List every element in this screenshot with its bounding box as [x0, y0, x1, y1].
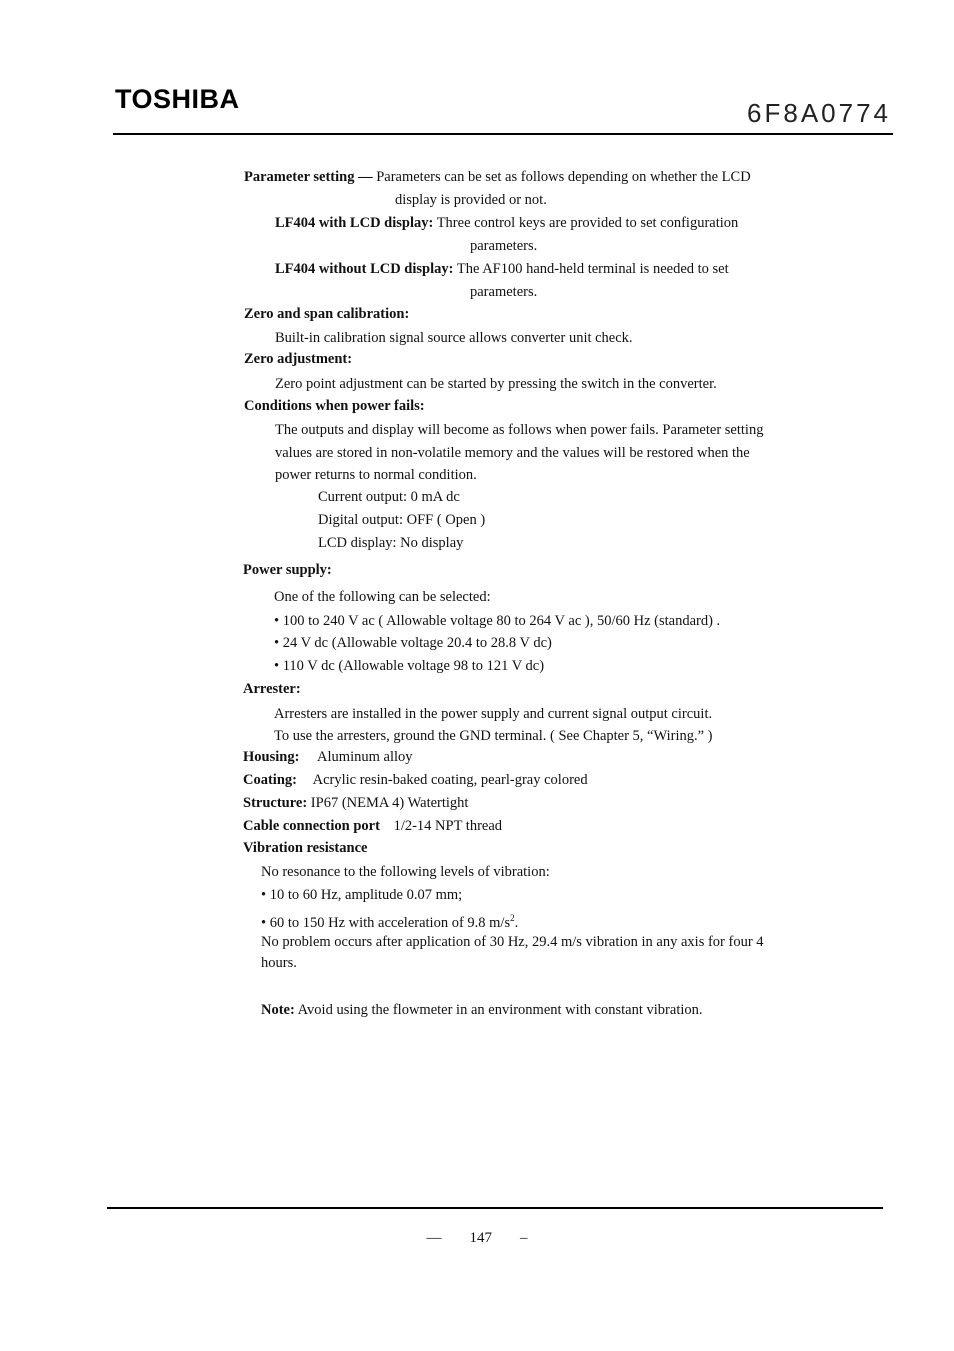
param-setting-line [244, 168, 751, 186]
body-text: power returns to normal condition. [275, 467, 477, 483]
list-item: LCD display: No display [318, 535, 464, 551]
list-item: • 100 to 240 V ac ( Allowable voltage 80 to 264 V ac ), 50/60 Hz (standard) . [274, 613, 721, 629]
note-line [261, 1001, 703, 1019]
section-heading: Conditions when power fails: [244, 398, 425, 414]
list-item: • 24 V dc (Allowable voltage 20.4 to 28.8 V dc) [274, 635, 552, 651]
body-text: No problem occurs after application of 30 Hz, 29.4 m/s vibration in any axis for four 4 [261, 934, 764, 950]
section-heading: Structure: [243, 795, 308, 811]
list-item: Digital output: OFF ( Open ) [318, 512, 486, 528]
lf404-lcd-line [275, 214, 738, 232]
housing-line [243, 748, 413, 766]
page-number: 147 [469, 1230, 492, 1246]
section-heading: Vibration resistance [243, 840, 368, 856]
body-text: Arresters are installed in the power supply and current signal output circuit. [274, 706, 713, 722]
toshiba-logo: TOSHIBA [115, 84, 240, 114]
subsection-heading: LF404 without LCD display: [275, 261, 454, 277]
list-item: Current output: 0 mA dc [318, 489, 460, 505]
section-heading: Power supply: [243, 562, 332, 578]
section-heading: Zero adjustment: [244, 351, 353, 367]
header-rule [113, 133, 893, 135]
body-text: The outputs and display will become as follows when power fails. Parameter setting [275, 422, 764, 438]
footer-rule [107, 1207, 883, 1209]
body-text: display is provided or not. [395, 192, 547, 208]
body-text: Built-in calibration signal source allows converter unit check. [275, 330, 633, 346]
body-text: Aluminum alloy [317, 749, 413, 765]
section-heading: Zero and span calibration: [244, 306, 410, 322]
body-text: Three control keys are provided to set configuration [433, 215, 739, 231]
body-text: Avoid using the flowmeter in an environment with constant vibration. [294, 1002, 703, 1018]
body-text: Acrylic resin-baked coating, pearl-gray colored [312, 772, 588, 788]
structure-line [243, 794, 468, 812]
section-heading: Arrester: [243, 681, 301, 697]
list-item: • 10 to 60 Hz, amplitude 0.07 mm; [261, 887, 463, 903]
body-text: To use the arresters, ground the GND terminal. ( See Chapter 5, “Wiring.” ) [274, 728, 713, 744]
list-item: • 110 V dc (Allowable voltage 98 to 121 V dc) [274, 658, 545, 674]
body-text: values are stored in non-volatile memory and the values will be restored when the [275, 445, 750, 461]
section-heading: Coating: [243, 772, 297, 788]
lf404-nolcd-line [275, 260, 729, 278]
body-text: Zero point adjustment can be started by pressing the switch in the converter. [275, 376, 717, 392]
body-text: hours. [261, 955, 297, 971]
body-text: One of the following can be selected: [274, 589, 491, 605]
list-item [261, 909, 518, 932]
note-label: Note: [261, 1002, 295, 1018]
section-heading: Parameter setting — [244, 169, 373, 185]
body-text: • 60 to 150 Hz with acceleration of 9.8 m/s [261, 914, 511, 931]
body-text: parameters. [470, 284, 538, 300]
body-text: 1/2-14 NPT thread [393, 818, 503, 834]
section-heading: Cable connection port [243, 818, 380, 834]
section-heading: Housing: [243, 749, 300, 765]
body-text: The AF100 hand-held terminal is needed to set [453, 261, 729, 277]
body-text: IP67 (NEMA 4) Watertight [307, 795, 469, 811]
dash: – [520, 1230, 528, 1246]
superscript: 2 [510, 913, 515, 923]
body-text: parameters. [470, 238, 538, 254]
subsection-heading: LF404 with LCD display: [275, 215, 434, 231]
page-footer [0, 1230, 954, 1247]
dash: — [426, 1230, 442, 1246]
document-number: 6F8A0774 [747, 98, 891, 128]
body-text: . [514, 914, 519, 931]
body-text: No resonance to the following levels of vibration: [261, 864, 550, 880]
coating-line [243, 771, 588, 789]
cable-line [243, 817, 502, 835]
body-text: Parameters can be set as follows depending on whether the LCD [372, 169, 751, 185]
